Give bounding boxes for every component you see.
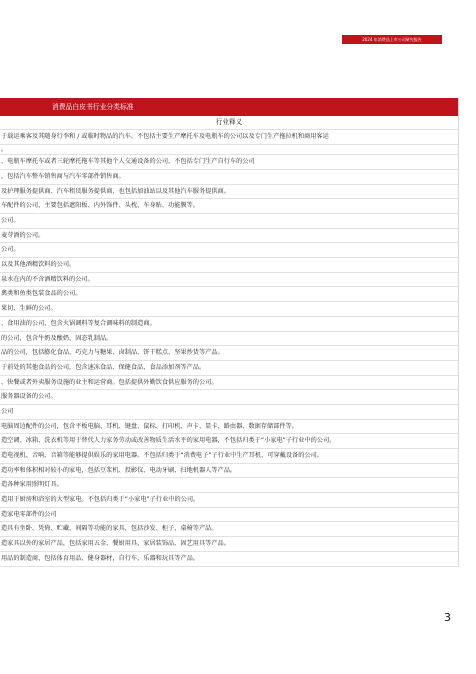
table-row: 造功率和体积相对较小的家电，包括豆浆机、投影仪、电动牙刷、扫地机器人等产品。 xyxy=(0,464,458,479)
table-row: 电脑周边配件的公司，包含平板电脑、耳机、键盘、鼠标、打印机、声卡、显卡、路由器、数据存储部件等。 xyxy=(0,420,458,435)
table-row: 、快餐或者外卖服务设施的业主和运营商。包括提供外勤饮食供应服务的公司。 xyxy=(0,376,458,391)
table-row: 、电瓶车摩托车或者三轮摩托拖车等其他个人交通设备的公司，不包括专门生产自行车的公司 xyxy=(0,155,458,170)
table-rows xyxy=(0,130,458,567)
column-header-industry-definition: 行业释义 xyxy=(0,116,458,130)
table-row: 造家电零部件的公司 xyxy=(0,508,458,523)
table-row: 公司。 xyxy=(0,214,458,229)
report-badge: 2024 年消费品上市公司研究报告 xyxy=(342,35,442,44)
table-title: 消费品白皮书行业分类标准 xyxy=(0,98,458,116)
table-row: 品的公司，包括膨化食品、巧克力与糖果、卤制品、饼干糕点、坚果炒货等产品。 xyxy=(0,346,458,361)
table-row: 造各种家用照明灯具。 xyxy=(0,478,458,493)
table-row: 造空调、冰箱、洗衣机等用于替代人力家务劳动或改善物质生活水平的家用电器，不包括归类于“小家电”子行业中的公司。 xyxy=(0,434,458,449)
table-row: 。 xyxy=(0,145,458,156)
table-row: ，包括汽车整车销售商与汽车零部件销售商。 xyxy=(0,170,458,185)
industry-classification-table xyxy=(0,98,459,567)
table-row: 以及其他酒精饮料的公司。 xyxy=(0,258,458,273)
page-number: 3 xyxy=(444,611,451,624)
table-row: 泉水在内的不含酒精饮料的公司。 xyxy=(0,273,458,288)
table-row: 果切、生鲜的公司。 xyxy=(0,302,458,317)
table-row: 造家具以外的家居产品，包括家用五金、餐厨用具、家居装饰品、固艺用具等产品。 xyxy=(0,537,458,552)
table-row: 造电视机、音响、音箱等能够提供娱乐的家用电器。不包括归类于“消费电子”子行业中生产耳机、可穿戴设备的公司。 xyxy=(0,449,458,464)
table-row: 造用于厨房和浴室的大型家电。不包括归类于“小家电”子行业中的公司。 xyxy=(0,493,458,508)
table-row: 用品的制造商，包括体育用品、健身器材，自行车，乐器和玩具等产品。 xyxy=(0,552,458,567)
table-row: 于载运乘客及其随身行李和 / 或临时物品的汽车。不包括主要生产摩托车及电瓶车的公司以及专门生产拖拉机和商用客运 xyxy=(0,130,458,145)
table-row: 及护理服务提供商、汽车租赁服务提供商，也包括加油站以及其他汽车服务提供商。 xyxy=(0,185,458,200)
table-row: 、食用油的公司，包含火锅调料等复合调味料的制造商。 xyxy=(0,317,458,332)
table-row: 车配件的公司，主要包括遮阳板、内外饰件、头枕、车身贴、功能膜等。 xyxy=(0,199,458,214)
table-row: 于前处的其他食品的公司，包含速冻食品、保健食品、食品添加剂等产品。 xyxy=(0,361,458,376)
table-row: 麦芽酒的公司。 xyxy=(0,229,458,244)
table-row: 禽类和鱼类包装食品的公司。 xyxy=(0,287,458,302)
table-row: 公司 xyxy=(0,405,458,420)
table-row: 造具有坐卧、凭倚、贮藏、间隔等功能的家具，包括沙发、柜子，桌椅等产品。 xyxy=(0,522,458,537)
table-row: 公司。 xyxy=(0,243,458,258)
table-row: 服务器设备的公司。 xyxy=(0,390,458,405)
table-row: 的公司，包含牛奶及酸奶、固态乳制品。 xyxy=(0,332,458,347)
